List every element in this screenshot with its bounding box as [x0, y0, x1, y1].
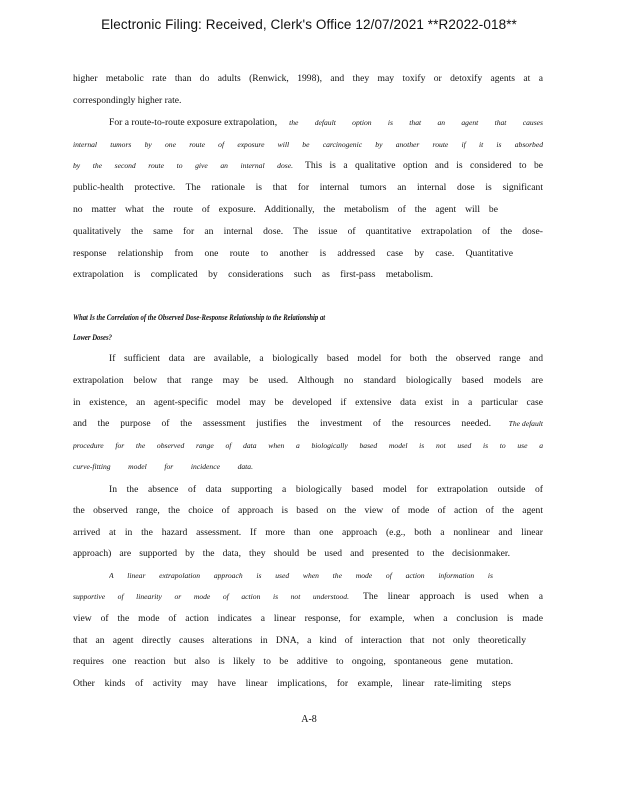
- body-line: approach) are supported by the data, they should be used and presented to the decisionmaker.: [73, 548, 510, 559]
- body-line: extrapolation below that range may be used. Although no standard biologically based models are: [73, 375, 543, 386]
- body-text-normal: and the purpose of the assessment justifies the investment of the resources needed.: [73, 418, 491, 429]
- body-line: public-health protective. The rationale is that for internal tumors an internal dose is significant: [73, 182, 543, 193]
- body-line: the observed range, the choice of approach is based on the view of mode of action of the agent: [73, 505, 543, 516]
- body-line: response relationship from one route to another is addressed case by case. Quantitative: [73, 248, 513, 259]
- section-heading: What Is the Correlation of the Observed Dose-Response Relationship to the Relationship at: [73, 313, 326, 322]
- body-text-italic: The default: [508, 419, 543, 428]
- body-line-italic: internal tumors by one route of exposure will be carcinogenic by another route if it is absorbed: [73, 140, 543, 149]
- body-line-mixed: [73, 418, 543, 430]
- body-line: arrived at in the hazard assessment. If more than one approach (e.g., both a nonlinear and linear: [73, 527, 543, 538]
- body-line: correspondingly higher rate.: [73, 95, 182, 106]
- body-line-mixed: [73, 591, 543, 603]
- body-line: no matter what the route of exposure. Additionally, the metabolism of the agent will be: [73, 204, 498, 215]
- body-text-normal: This is a qualitative option and is considered to be: [305, 160, 543, 171]
- body-line: in existence, an agent-specific model may be developed if extensive data exist in a particular case: [73, 397, 543, 408]
- body-line: If sufficient data are available, a biologically based model for both the observed range and: [109, 353, 543, 364]
- body-line: view of the mode of action indicates a linear response, for example, when a conclusion is made: [73, 613, 543, 624]
- body-line: extrapolation is complicated by considerations such as first-pass metabolism.: [73, 269, 433, 280]
- filing-header: Electronic Filing: Received, Clerk's Office 12/07/2021 **R2022-018**: [101, 17, 517, 32]
- body-line-mixed: [109, 117, 543, 129]
- body-text-italic: by the second route to give an internal dose.: [73, 161, 293, 170]
- body-text-normal: For a route-to-route exposure extrapolation,: [109, 117, 278, 128]
- body-line: higher metabolic rate than do adults (Renwick, 1998), and they may toxify or detoxify agents at a: [73, 73, 543, 84]
- body-line-italic: curve-fitting model for incidence data.: [73, 462, 253, 471]
- page-number: A-8: [301, 714, 317, 725]
- section-heading-cont: Lower Doses?: [73, 333, 112, 342]
- body-line-italic: A linear extrapolation approach is used when the mode of action information is: [109, 571, 493, 580]
- body-line: requires one reaction but also is likely to be additive to ongoing, spontaneous gene mutation.: [73, 656, 513, 667]
- body-line-italic: procedure for the observed range of data when a biologically based model is not used is to use a: [73, 441, 543, 450]
- body-text-italic: the default option is that an agent that causes: [289, 118, 543, 127]
- body-line: Other kinds of activity may have linear implications, for example, linear rate-limiting steps: [73, 678, 511, 689]
- body-text-normal: The linear approach is used when a: [363, 591, 543, 602]
- body-line-mixed: [73, 160, 543, 172]
- body-line: qualitatively the same for an internal dose. The issue of quantitative extrapolation of the dose-: [73, 226, 543, 237]
- body-line: that an agent directly causes alterations in DNA, a kind of interaction that not only theoretically: [73, 635, 526, 646]
- body-line: In the absence of data supporting a biologically based model for extrapolation outside of: [109, 484, 543, 495]
- body-text-italic: supportive of linearity or mode of action is not understood.: [73, 592, 349, 601]
